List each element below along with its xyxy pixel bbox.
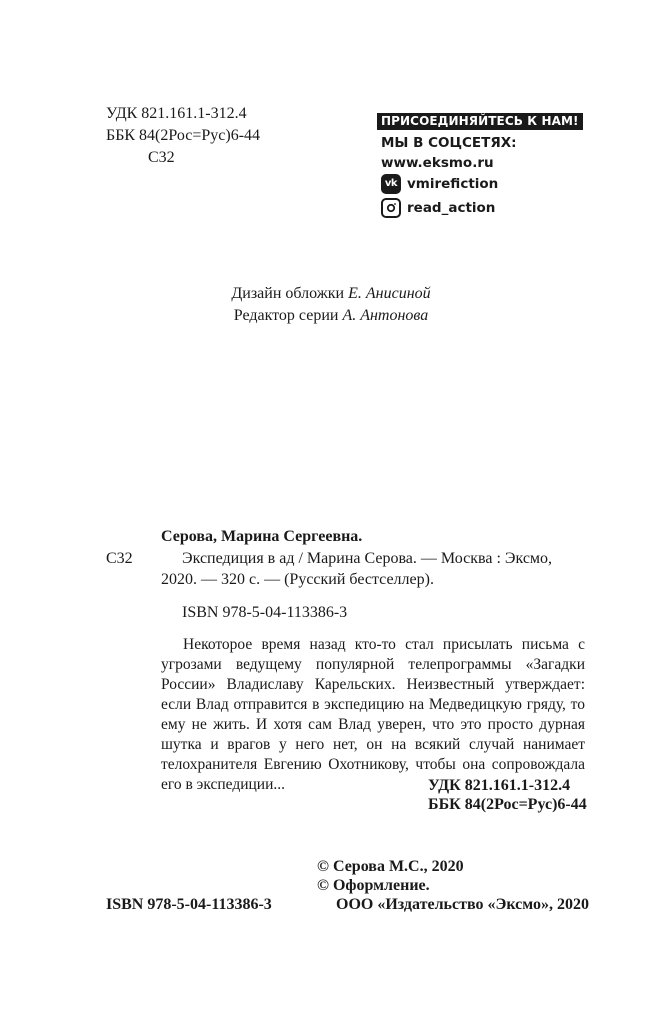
instagram-icon (381, 198, 401, 218)
series-editor-credit (0, 306, 662, 326)
social-heading: МЫ В СОЦСЕТЯХ: (381, 135, 517, 151)
vk-icon: vk (381, 174, 401, 194)
bbk-code: ББК 84(2Рос=Рус)6-44 (106, 127, 261, 144)
catalog-code: С32 (106, 550, 133, 567)
vk-link[interactable] (381, 174, 498, 194)
cover-design-name: Е. Анисиной (348, 285, 431, 302)
author-sign: С32 (148, 149, 175, 166)
copyright-design: © Оформление. (317, 877, 430, 894)
catalog-title-line2: 2020. — 320 с. — (Русский бестселлер). (161, 571, 434, 588)
join-us-banner: ПРИСОЕДИНЯЙТЕСЬ К НАМ! (377, 113, 583, 130)
vk-handle: vmirefiction (407, 176, 499, 192)
cover-design-label: Дизайн обложки (231, 285, 345, 302)
catalog-udk: УДК 821.161.1-312.4 (428, 777, 571, 794)
series-editor-name: А. Антонова (342, 307, 429, 324)
catalog-isbn: ISBN 978-5-04-113386-3 (182, 604, 348, 621)
udk-code: УДК 821.161.1-312.4 (106, 105, 247, 122)
copyright-publisher: ООО «Издательство «Эксмо», 2020 (336, 896, 589, 913)
catalog-title-line1: Экспедиция в ад / Марина Серова. — Москва : Эксмо, (182, 550, 553, 567)
footer-isbn: ISBN 978-5-04-113386-3 (106, 896, 272, 913)
instagram-handle: read_action (407, 200, 496, 216)
catalog-bbk: ББК 84(2Рос=Рус)6-44 (428, 796, 587, 813)
series-editor-label: Редактор серии (233, 307, 339, 324)
annotation-paragraph: Некоторое время назад кто-то стал присылать письма с угрозами ведущему популярной телепрограммы «Загадки России» Владиславу Карельских. Неизвестный утверждает: если Влад отправится в экспедицию на Медведицкую гряду, то ему не жить. И хотя сам Влад уверен, что это просто дурная шутка и врагов у него нет, он на всякий случай нанимает телохранителя Евгению Охотникову, чтобы она сопровождала его в экспедиции... (161, 636, 585, 793)
instagram-link[interactable] (381, 198, 495, 218)
catalog-author: Серова, Марина Сергеевна. (161, 528, 363, 545)
cover-design-credit (0, 284, 662, 304)
copyright-author: © Серова М.С., 2020 (317, 858, 464, 875)
website-link[interactable]: www.eksmo.ru (381, 155, 494, 171)
